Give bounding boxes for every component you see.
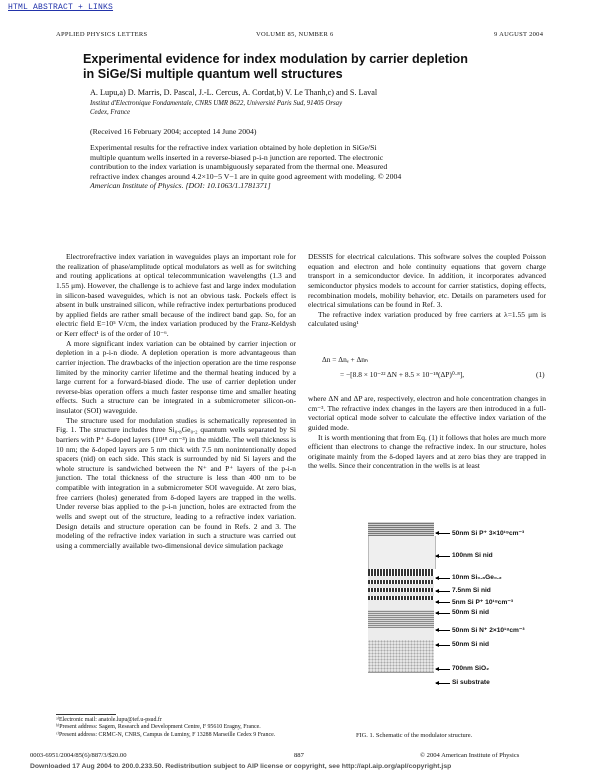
layer-n-plus (368, 610, 434, 628)
body-paragraph: The refractive index variation produced by free carriers at λ=1.55 μm is calculated using¹ (308, 309, 546, 329)
affiliation (90, 99, 450, 117)
received-dates: (Received 16 February 2004; accepted 14 June 2004) (90, 127, 257, 136)
body-paragraph: DESSIS for electrical calculations. This software solves the coupled Poisson equation and electron and hole continuity equations that govern charge transport in a semiconductor device. In addition, it incorporates advanced semiconductor physics models to account for carrier statistics, doping effects, recombination models, mobility behavior, etc. Details on parameters used for electrical simulations can be found in Ref. 3. (308, 252, 546, 310)
html-abstract-link[interactable]: HTML ABSTRACT + LINKS (8, 3, 114, 12)
issn-line: 0003-6951/2004/85(6)/887/3/$20.00 (30, 752, 127, 759)
abstract (90, 143, 522, 191)
arrow-icon (436, 645, 450, 646)
volume-number: VOLUME 85, NUMBER 6 (256, 31, 334, 38)
arrow-icon (436, 556, 450, 557)
download-notice: Downloaded 17 Aug 2004 to 200.0.233.50. Redistribution subject to AIP license or copyright, see http://apl.aip.org/apl/copyright.jsp (30, 763, 452, 770)
layer-p-plus-top (368, 522, 434, 536)
figure-caption: FIG. 1. Schematic of the modulator structure. (356, 732, 473, 739)
issue-date: 9 AUGUST 2004 (494, 31, 544, 38)
title-line: in SiGe/Si multiple quantum well structures (83, 67, 343, 81)
layer-si-nid-50 (368, 628, 434, 640)
abstract-line: refractive index changes around 4.2×10−5 V−1 are in quite good agreement with modeling. © 2004 (90, 171, 402, 181)
right-column-bottom (308, 394, 546, 471)
arrow-icon (436, 578, 450, 579)
abstract-line: Experimental results for the refractive index variation obtained by hole depletion in SiGe/Si (90, 143, 377, 152)
title-line: Experimental evidence for index modulation by carrier depletion (83, 52, 468, 66)
abstract-line: multiple quantum wells inserted in a reverse-biased p-i-n junction are reported. The electronic (90, 152, 384, 162)
footnote: ᵇ⁾Present address: Sagem, Research and Development Centre, F 95610 Eragny, France. (56, 724, 261, 731)
layer-si-nid-50 (368, 600, 434, 610)
arrow-icon (436, 591, 450, 592)
footnote: ᶜ⁾Present address: CRMC-N, CNRS, Campus de Luminy, F 13288 Marseille Cedex 9 France. (56, 731, 276, 738)
arrow-icon (436, 613, 450, 614)
body-paragraph: It is worth mentioning that from Eq. (1) it follows that holes are much more efficient than electrons to change the refractive index. In our structure, holes originate mainly from the δ-doped layers and at zero bias they are trapped in the wells. Since their concentration in the wells is at least (308, 432, 546, 471)
layer-label: 7.5nm Si nid (452, 587, 491, 594)
body-paragraph: where ΔN and ΔP are, respectively, electron and hole concentration changes in cm⁻³. The refractive index changes in the layers are then introduced in a full-vectorial optical mode solver to calculate the effective index variation of the guided mode. (308, 394, 546, 432)
layer-si-nid-100 (368, 536, 436, 569)
footnote-divider (56, 714, 116, 715)
layer-label: Si substrate (452, 679, 490, 686)
affiliation-line: Cedex, France (90, 109, 131, 116)
layer-substrate-edge (368, 672, 434, 673)
layer-label: 5nm Si P⁺ 10¹⁸cm⁻³ (452, 599, 514, 606)
arrow-icon (436, 683, 450, 684)
layer-label: 50nm Si nid (452, 609, 490, 616)
copyright: © 2004 American Institute of Physics (420, 752, 520, 759)
body-paragraph: A more significant index variation can be obtained by carrier injection or depletion in a p-i-n diode. A depletion operation is more advantageous than carrier injection. The drawbacks of the injection operation are the time response limited by the minority carrier lifetime and the thermal heating induced by a large current for a forward-biased diode. The use of carrier depletion under reverse-bias operation offers a much faster response time and smaller heating effects. Such a structure can be integrated in a submicrometer silicon-on-insulator (SOI) waveguide. (56, 338, 296, 415)
equation-line-2: = −[8.8 × 10⁻²² ΔN + 8.5 × 10⁻¹⁸(ΔP)⁰·⁸], (340, 370, 465, 379)
body-paragraph: Electrorefractive index variation in waveguides plays an important role for the realization of phase/amplitude optical modulators as well as for switching and routing applications at optical telecommunication wavelengths (1.3 and 1.55 μm). However, the challenge is to achieve fast and large index modulation in silicon-based waveguides, which is not an obvious task. Pockels effect is absent in bulk unstrained silicon, while refractive index perturbations produced by applied fields are rather small because of the indirect band gap. So, for an electric field E=10⁵ V/cm, the index variation produced by the Franz-Keldysh or Kerr effect¹ is of the order of 10⁻⁶. (56, 252, 296, 338)
arrow-icon (436, 669, 450, 670)
page-number: 887 (294, 752, 304, 759)
layer-label: 700nm SiO₂ (452, 665, 490, 672)
layer-label: 100nm Si nid (452, 552, 493, 559)
author-list: A. Lupu,a) D. Marris, D. Pascal, J.-L. Cercus, A. Cordat,b) V. Le Thanh,c) and S. Laval (90, 88, 378, 97)
abstract-line: contribution to the index variation is unambiguously separated from the thermal one. Measured (90, 162, 388, 172)
layer-label: 50nm Si P⁺ 3×10¹⁹cm⁻³ (452, 530, 525, 537)
layer-sige-well (368, 569, 434, 576)
layer-label: 10nm Si₀.₈Ge₀.₂ (452, 574, 502, 581)
journal-name: APPLIED PHYSICS LETTERS (56, 31, 148, 38)
equation-line-1: Δn = Δnₑ + Δnₕ (322, 355, 368, 364)
left-column (56, 252, 296, 550)
layer-label: 50nm Si nid (452, 641, 490, 648)
arrow-icon (436, 533, 450, 534)
affiliation-line: Institut d'Electronique Fondamentale, CNRS UMR 8622, Université Paris Sud, 91405 Orsay (90, 100, 343, 107)
abstract-line: American Institute of Physics. [DOI: 10.1063/1.1781371] (90, 181, 271, 191)
footnote: ᵃ⁾Electronic mail: anatole.lupu@ief.u-psud.fr (56, 717, 162, 723)
arrow-icon (436, 630, 450, 631)
footnotes (56, 717, 296, 739)
right-column-top (308, 252, 546, 329)
equation-number: (1) (536, 370, 545, 379)
layer-oxide (368, 640, 434, 672)
arrow-icon (436, 602, 450, 603)
paper-title (83, 52, 553, 82)
layer-label: 50nm Si N⁺ 2×10¹⁸cm⁻³ (452, 627, 525, 634)
body-paragraph: The structure used for modulation studies is schematically represented in Fig. 1. The structure includes three Si₀.₈Ge₀.₂ quantum wells separated by Si barriers with P⁺ δ-doped layers (10¹⁸ cm⁻³) in the middle. The well thickness is 10 nm; the δ-doped layers are 5 nm thick with 7.5 nm nonintentionally doped spacers (nid) on each side. This stack is surrounded by nid Si layers and the whole structure is sandwiched between the N⁺ and P⁺ layers of the p-i-n junction. The total thickness of the structure is less than 400 nm to be compatible with integration in a submicrometer SOI waveguide. At zero bias, free carriers (holes) generated from δ-doped layers are trapped in the wells. Under reverse bias applied to the p-i-n junction, holes are extracted from the wells and swept out of the structure, leading to a refractive index variation. Design details and structure operation can be found in Refs. 2 and 3. The modeling of the refractive index variation in such a structure was carried out using a commercially available two-dimensional device simulation package (56, 415, 296, 550)
